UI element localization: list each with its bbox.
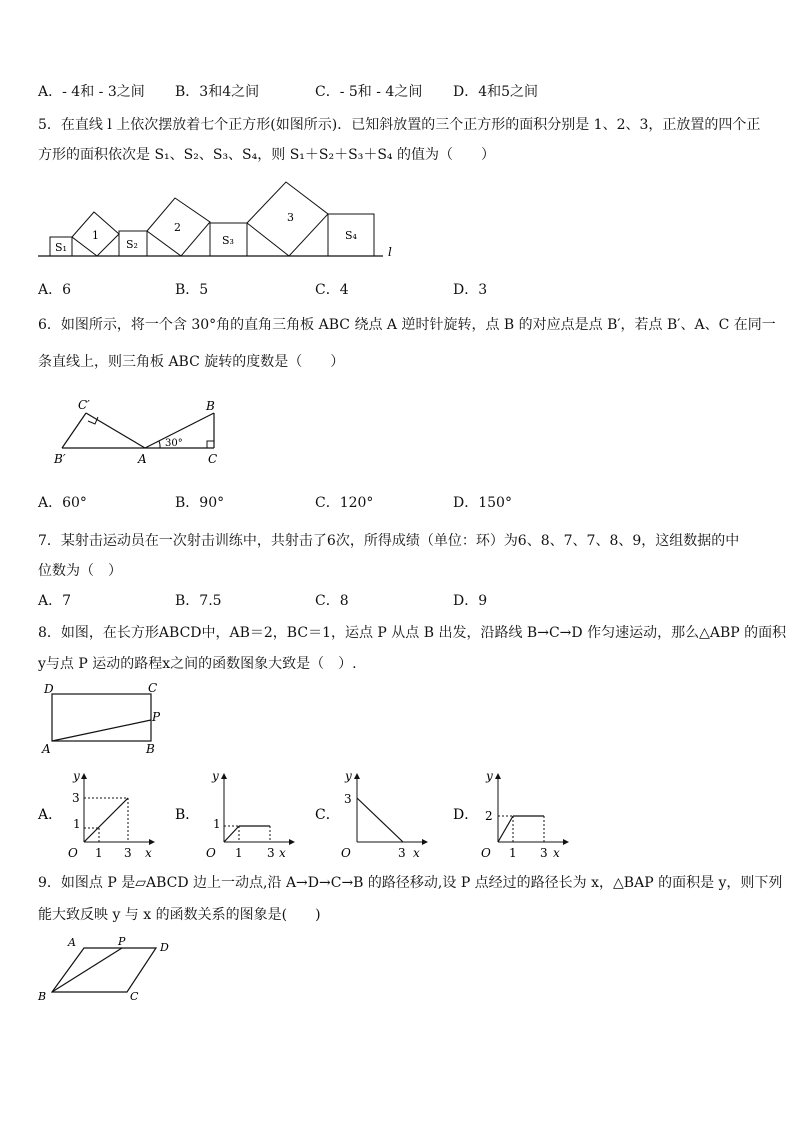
svg-text:3: 3 bbox=[267, 846, 275, 860]
svg-text:x: x bbox=[279, 846, 286, 860]
q5-option-b: B．5 bbox=[175, 282, 209, 298]
svg-text:3: 3 bbox=[124, 846, 132, 860]
svg-text:y: y bbox=[345, 769, 352, 783]
svg-text:A: A bbox=[68, 936, 76, 949]
svg-text:B′: B′ bbox=[54, 452, 66, 466]
svg-text:B: B bbox=[38, 990, 47, 1003]
q5-option-c: C．4 bbox=[315, 282, 349, 298]
q4-option-b: B．3和4之间 bbox=[175, 84, 260, 100]
q5-option-d: D．3 bbox=[453, 282, 488, 298]
q7-option-d: D．9 bbox=[453, 593, 488, 609]
svg-text:x: x bbox=[553, 846, 560, 860]
svg-text:P: P bbox=[118, 935, 126, 948]
svg-text:2: 2 bbox=[485, 809, 493, 823]
q7-option-a: A．7 bbox=[38, 593, 72, 609]
svg-text:30°: 30° bbox=[165, 438, 183, 449]
q8-stem-line2: y与点 P 运动的路程x之间的函数图象大致是（ ）. bbox=[38, 656, 357, 672]
q6-option-a: A．60° bbox=[38, 495, 87, 511]
q7-stem-line2: 位数为（ ） bbox=[38, 563, 122, 579]
svg-text:D: D bbox=[44, 682, 54, 696]
svg-text:C: C bbox=[208, 452, 218, 466]
svg-text:P: P bbox=[152, 710, 161, 724]
q6-stem-line2: 条直线上，则三角板 ABC 旋转的度数是（ ） bbox=[38, 354, 345, 370]
q5-stem-line2: 方形的面积依次是 S₁、S₂、S₃、S₄，则 S₁＋S₂＋S₃＋S₄ 的值为（ ） bbox=[38, 147, 495, 163]
svg-text:S₁: S₁ bbox=[55, 241, 67, 254]
q5-option-a: A．6 bbox=[38, 282, 72, 298]
svg-text:x: x bbox=[413, 846, 420, 860]
svg-text:1: 1 bbox=[92, 229, 99, 242]
q4-option-a: A．- 4和 - 3之间 bbox=[38, 84, 145, 100]
svg-text:2: 2 bbox=[174, 221, 181, 234]
q5-stem-line1: 5．在直线 l 上依次摆放着七个正方形(如图所示)．已知斜放置的三个正方形的面积分别是 1、2、3，正放置的四个正 bbox=[38, 117, 761, 133]
q8-stem-line1: 8．如图，在长方形ABCD中，AB＝2，BC＝1，运点 P 从点 B 出发，沿路线 B→C→D 作匀速运动，那么△ABP 的面积 bbox=[38, 625, 787, 641]
svg-text:C′: C′ bbox=[78, 398, 90, 412]
svg-text:S₃: S₃ bbox=[222, 234, 234, 247]
svg-text:3: 3 bbox=[344, 792, 352, 806]
svg-text:O: O bbox=[68, 846, 78, 860]
q6-stem-line1: 6．如图所示，将一个含 30°角的直角三角板 ABC 绕点 A 逆时针旋转，点 B 的对应点是点 B′，若点 B′、A、C 在同一 bbox=[38, 317, 776, 333]
svg-text:D: D bbox=[160, 941, 169, 954]
line-label: l bbox=[388, 245, 392, 259]
svg-text:x: x bbox=[145, 846, 152, 860]
svg-text:C: C bbox=[148, 681, 158, 695]
q7-stem-line1: 7．某射击运动员在一次射击训练中，共射击了6次，所得成绩（单位：环）为6、8、7、7、8、9，这组数据的中 bbox=[38, 533, 740, 549]
svg-text:A: A bbox=[42, 742, 51, 756]
svg-text:y: y bbox=[486, 769, 493, 783]
svg-text:S₄: S₄ bbox=[345, 229, 357, 242]
svg-text:O: O bbox=[341, 846, 351, 860]
svg-text:B: B bbox=[146, 742, 155, 756]
svg-text:3: 3 bbox=[398, 846, 406, 860]
svg-text:B: B bbox=[206, 399, 215, 413]
q6-option-c: C．120° bbox=[315, 495, 374, 511]
svg-text:A: A bbox=[138, 452, 147, 466]
svg-text:y: y bbox=[212, 769, 219, 783]
svg-text:S₂: S₂ bbox=[126, 238, 138, 251]
svg-text:1: 1 bbox=[73, 817, 81, 831]
svg-text:1: 1 bbox=[213, 817, 221, 831]
svg-text:3: 3 bbox=[540, 846, 548, 860]
q4-option-d: D．4和5之间 bbox=[453, 84, 539, 100]
q4-option-c: C．- 5和 - 4之间 bbox=[315, 84, 423, 100]
svg-text:C: C bbox=[130, 990, 139, 1003]
q7-option-b: B．7.5 bbox=[175, 593, 222, 609]
q9-stem-line2: 能大致反映 y 与 x 的函数关系的图象是( ) bbox=[38, 907, 321, 923]
q9-stem-line1: 9．如图点 P 是▱ABCD 边上一动点,沿 A→D→C→B 的路径移动,设 P 点经过的路径长为 x，△BAP 的面积是 y，则下列 bbox=[38, 875, 783, 891]
svg-text:3: 3 bbox=[287, 211, 294, 224]
svg-text:A．: A． bbox=[38, 807, 63, 823]
q7-option-c: C．8 bbox=[315, 593, 349, 609]
q6-option-b: B．90° bbox=[175, 495, 225, 511]
svg-text:1: 1 bbox=[95, 846, 103, 860]
svg-text:1: 1 bbox=[235, 846, 243, 860]
svg-text:B．: B． bbox=[175, 807, 200, 823]
svg-text:O: O bbox=[206, 846, 216, 860]
q6-option-d: D．150° bbox=[453, 495, 512, 511]
svg-text:1: 1 bbox=[509, 846, 517, 860]
svg-text:3: 3 bbox=[72, 791, 80, 805]
svg-text:C．: C． bbox=[315, 807, 340, 823]
svg-text:D．: D． bbox=[453, 807, 479, 823]
svg-text:O: O bbox=[481, 846, 491, 860]
svg-text:y: y bbox=[73, 769, 80, 783]
